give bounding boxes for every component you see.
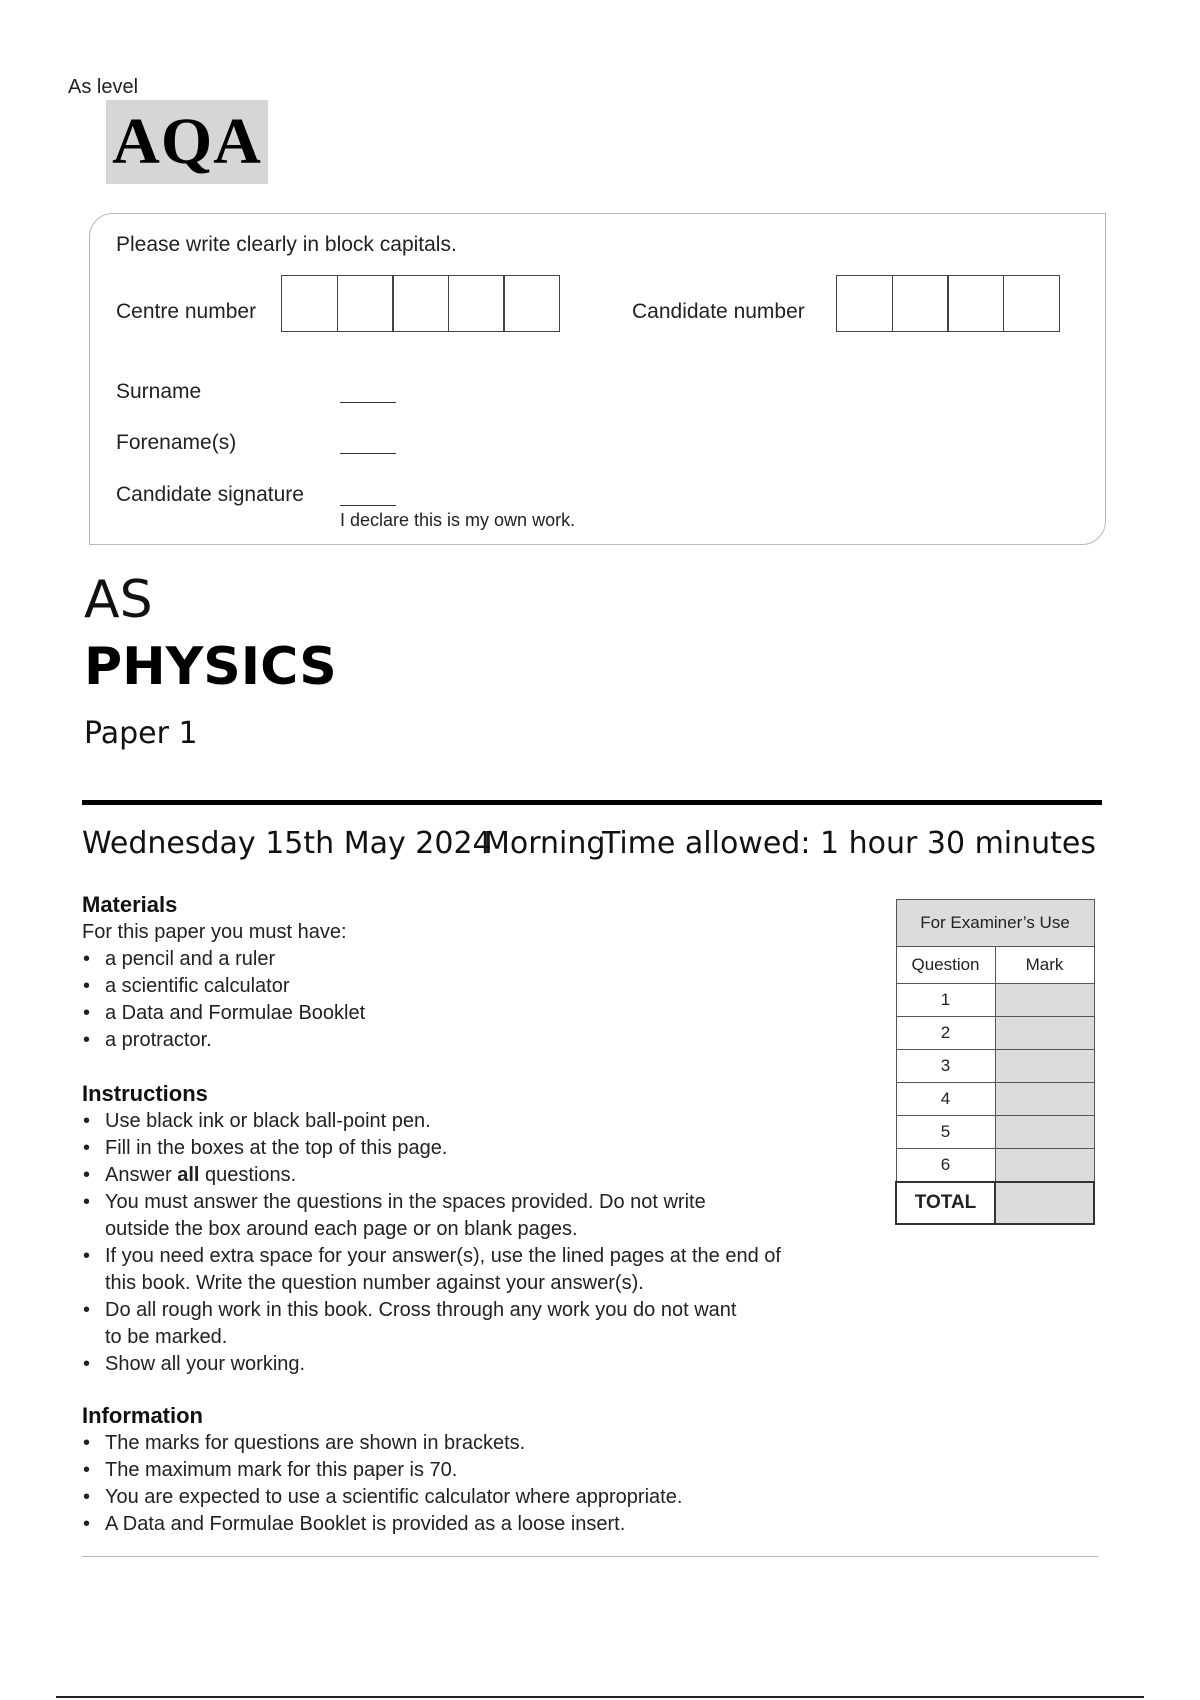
question-number: 6 [896,1149,995,1183]
surname-label: Surname [116,380,202,403]
centre-number-label: Centre number [116,300,257,323]
mark-cell [995,1017,1094,1050]
list-item: • The maximum mark for this paper is 70. [82,1457,682,1484]
question-number: 3 [896,1050,995,1083]
exam-session: Morning [484,826,606,861]
list-item: • Fill in the boxes at the top of this page. [82,1135,872,1162]
instructions-list [82,1108,872,1378]
table-row [896,1182,1094,1224]
information-list [82,1430,682,1538]
list-item: • a pencil and a ruler [82,946,365,973]
question-number: 2 [896,1017,995,1050]
mark-cell [995,1149,1094,1183]
exam-date: Wednesday 15th May 2024 [82,826,492,861]
candidate-digit-box[interactable] [947,275,1004,332]
total-label: TOTAL [896,1182,995,1224]
qualification-level: AS [84,570,153,630]
subject-title: PHYSICS [84,637,337,697]
table-row [896,1083,1094,1116]
table-row [896,984,1094,1017]
materials-intro: For this paper you must have: [82,921,347,943]
materials-list [82,946,365,1054]
candidate-number-label: Candidate number [632,300,805,323]
question-number: 5 [896,1116,995,1149]
table-row [896,1050,1094,1083]
declaration-text: I declare this is my own work. [340,510,576,530]
mark-cell [995,1116,1094,1149]
materials-heading: Materials [82,892,178,917]
list-item: • The marks for questions are shown in brackets. [82,1430,682,1457]
mark-cell [995,1083,1094,1116]
forenames-field[interactable] [340,453,396,454]
page-bottom-rule [56,1696,1144,1698]
footer-divider [82,1556,1098,1557]
candidate-number-boxes [836,275,1060,332]
aqa-logo: AQA [106,100,268,184]
information-heading: Information [82,1403,203,1428]
list-item: • Do all rough work in this book. Cross through any work you do not want to be marked. [82,1297,872,1351]
centre-digit-box[interactable] [337,275,394,332]
time-allowed: Time allowed: 1 hour 30 minutes [601,826,1096,861]
surname-field[interactable] [340,402,396,403]
table-row [896,1149,1094,1183]
list-item: • a Data and Formulae Booklet [82,1000,365,1027]
centre-digit-box[interactable] [503,275,560,332]
list-item: • a protractor. [82,1027,365,1054]
total-mark-cell [995,1182,1094,1224]
candidate-digit-box[interactable] [1003,275,1060,332]
list-item: • If you need extra space for your answer(s), use the lined pages at the end of this book. Write the question number against your answer(s). [82,1243,872,1297]
centre-digit-box[interactable] [392,275,449,332]
table-row [896,1017,1094,1050]
list-item: • Show all your working. [82,1351,872,1378]
list-item: • Answer all questions. [82,1162,872,1189]
level-label: As level [68,76,139,98]
question-number: 4 [896,1083,995,1116]
table-row [896,1116,1094,1149]
list-item: • A Data and Formulae Booklet is provided as a loose insert. [82,1511,682,1538]
examiners-use-title: For Examiner’s Use [896,900,1094,947]
mark-cell [995,1050,1094,1083]
list-item: • Use black ink or black ball-point pen. [82,1108,872,1135]
list-item: • You are expected to use a scientific calculator where appropriate. [82,1484,682,1511]
candidate-digit-box[interactable] [836,275,893,332]
centre-number-boxes [281,275,560,332]
block-capitals-instruction: Please write clearly in block capitals. [116,233,457,256]
question-column-header: Question [896,947,995,984]
candidate-digit-box[interactable] [892,275,949,332]
centre-digit-box[interactable] [281,275,338,332]
mark-cell [995,984,1094,1017]
forenames-label: Forename(s) [116,431,237,454]
examiners-use-table [895,899,1095,1225]
paper-number: Paper 1 [84,716,198,751]
signature-label: Candidate signature [116,483,304,506]
title-divider [82,800,1102,805]
mark-column-header: Mark [995,947,1094,984]
instructions-heading: Instructions [82,1081,208,1106]
question-number: 1 [896,984,995,1017]
list-item: • You must answer the questions in the spaces provided. Do not write outside the box around each page or on blank pages. [82,1189,872,1243]
signature-field[interactable] [340,505,396,506]
centre-digit-box[interactable] [448,275,505,332]
list-item: • a scientific calculator [82,973,365,1000]
